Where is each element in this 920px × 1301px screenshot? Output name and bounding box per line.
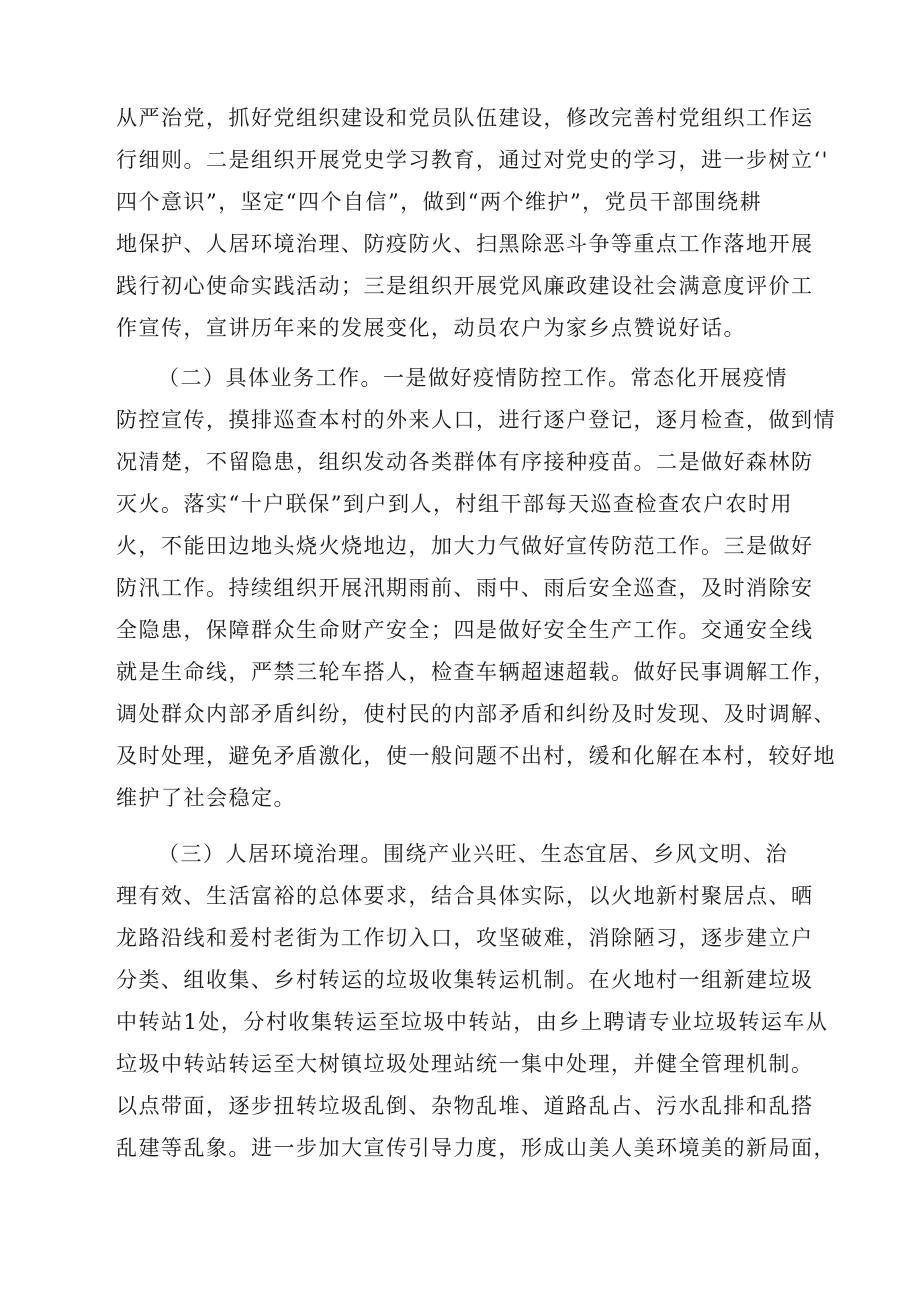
text-line: 灭火。落实“十户联保”到户到人，村组干部每天巡查检查农户农时用	[116, 492, 793, 516]
text-line: 以点带面，逐步扭转垃圾乱倒、杂物乱堆、道路乱占、污水乱排和乱搭	[116, 1094, 814, 1118]
text-line: 火，不能田边地头烧火烧地边，加大力气做好宣传防范工作。三是做好	[116, 534, 814, 558]
text-line: 行细则。二是组织开展党史学习教育，通过对党史的学习，进一步树立‘'	[116, 148, 829, 172]
text-line: 践行初心使命实践活动；三是组织开展党风廉政建设社会满意度评价工	[116, 274, 814, 298]
text-line: 中转站1处，分村收集转运至垃圾中转站，由乡上聘请专业垃圾转运车从	[116, 1010, 829, 1034]
text-line: 及时处理，避免矛盾激化，使一般问题不出村，缓和化解在本村，较好地	[116, 744, 836, 768]
text-line: 分类、组收集、乡村转运的垃圾收集转运机制。在火地村一组新建垃圾	[116, 968, 814, 992]
text-line: 从严治党，抓好党组织建设和党员队伍建设，修改完善村党组织工作运	[116, 106, 814, 130]
section-heading-line: （三）人居环境治理。围绕产业兴旺、生态宜居、乡风文明、治	[158, 842, 788, 866]
section-heading-line: （二）具体业务工作。一是做好疫情防控工作。常态化开展疫情	[158, 366, 788, 390]
text-line: 地保护、人居环境治理、防疫防火、扫黑除恶斗争等重点工作落地开展	[116, 232, 814, 256]
text-line: 全隐患，保障群众生命财产安全；四是做好安全生产工作。交通安全线	[116, 618, 814, 642]
text-line: 作宣传，宣讲历年来的发展变化，动员农户为家乡点赞说好话。	[116, 316, 746, 340]
text-line: 四个意识”，坚定“四个自信”，做到“两个维护”，党员干部围绕耕	[116, 190, 763, 214]
text-line: 防汛工作。持续组织开展汛期雨前、雨中、雨后安全巡查，及时消除安	[116, 576, 814, 600]
text-line: 乱建等乱象。进一步加大宣传引导力度，形成山美人美环境美的新局面，	[116, 1136, 836, 1160]
text-line	[116, 1170, 846, 1210]
text-line: 调处群众内部矛盾纠纷，使村民的内部矛盾和纠纷及时发现、及时调解、	[116, 702, 836, 726]
text-line: 防控宣传，摸排巡查本村的外来人口，进行逐户登记，逐月检查，做到情	[116, 408, 836, 432]
text-line: 就是生命线，严禁三轮车搭人，检查车辆超速超载。做好民事调解工作，	[116, 660, 836, 684]
text-line: 理有效、生活富裕的总体要求，结合具体实际，以火地新村聚居点、晒	[116, 884, 814, 908]
text-line: 维护了社会稳定。	[116, 786, 296, 810]
text-line: 况清楚，不留隐患，组织发动各类群体有序接种疫苗。二是做好森林防	[116, 450, 814, 474]
text-line: 龙路沿线和爰村老街为工作切入口，攻坚破难，消除陋习，逐步建立户	[116, 926, 814, 950]
text-line: 垃圾中转站转运至大树镇垃圾处理站统一集中处理，并健全管理机制。	[116, 1052, 814, 1076]
